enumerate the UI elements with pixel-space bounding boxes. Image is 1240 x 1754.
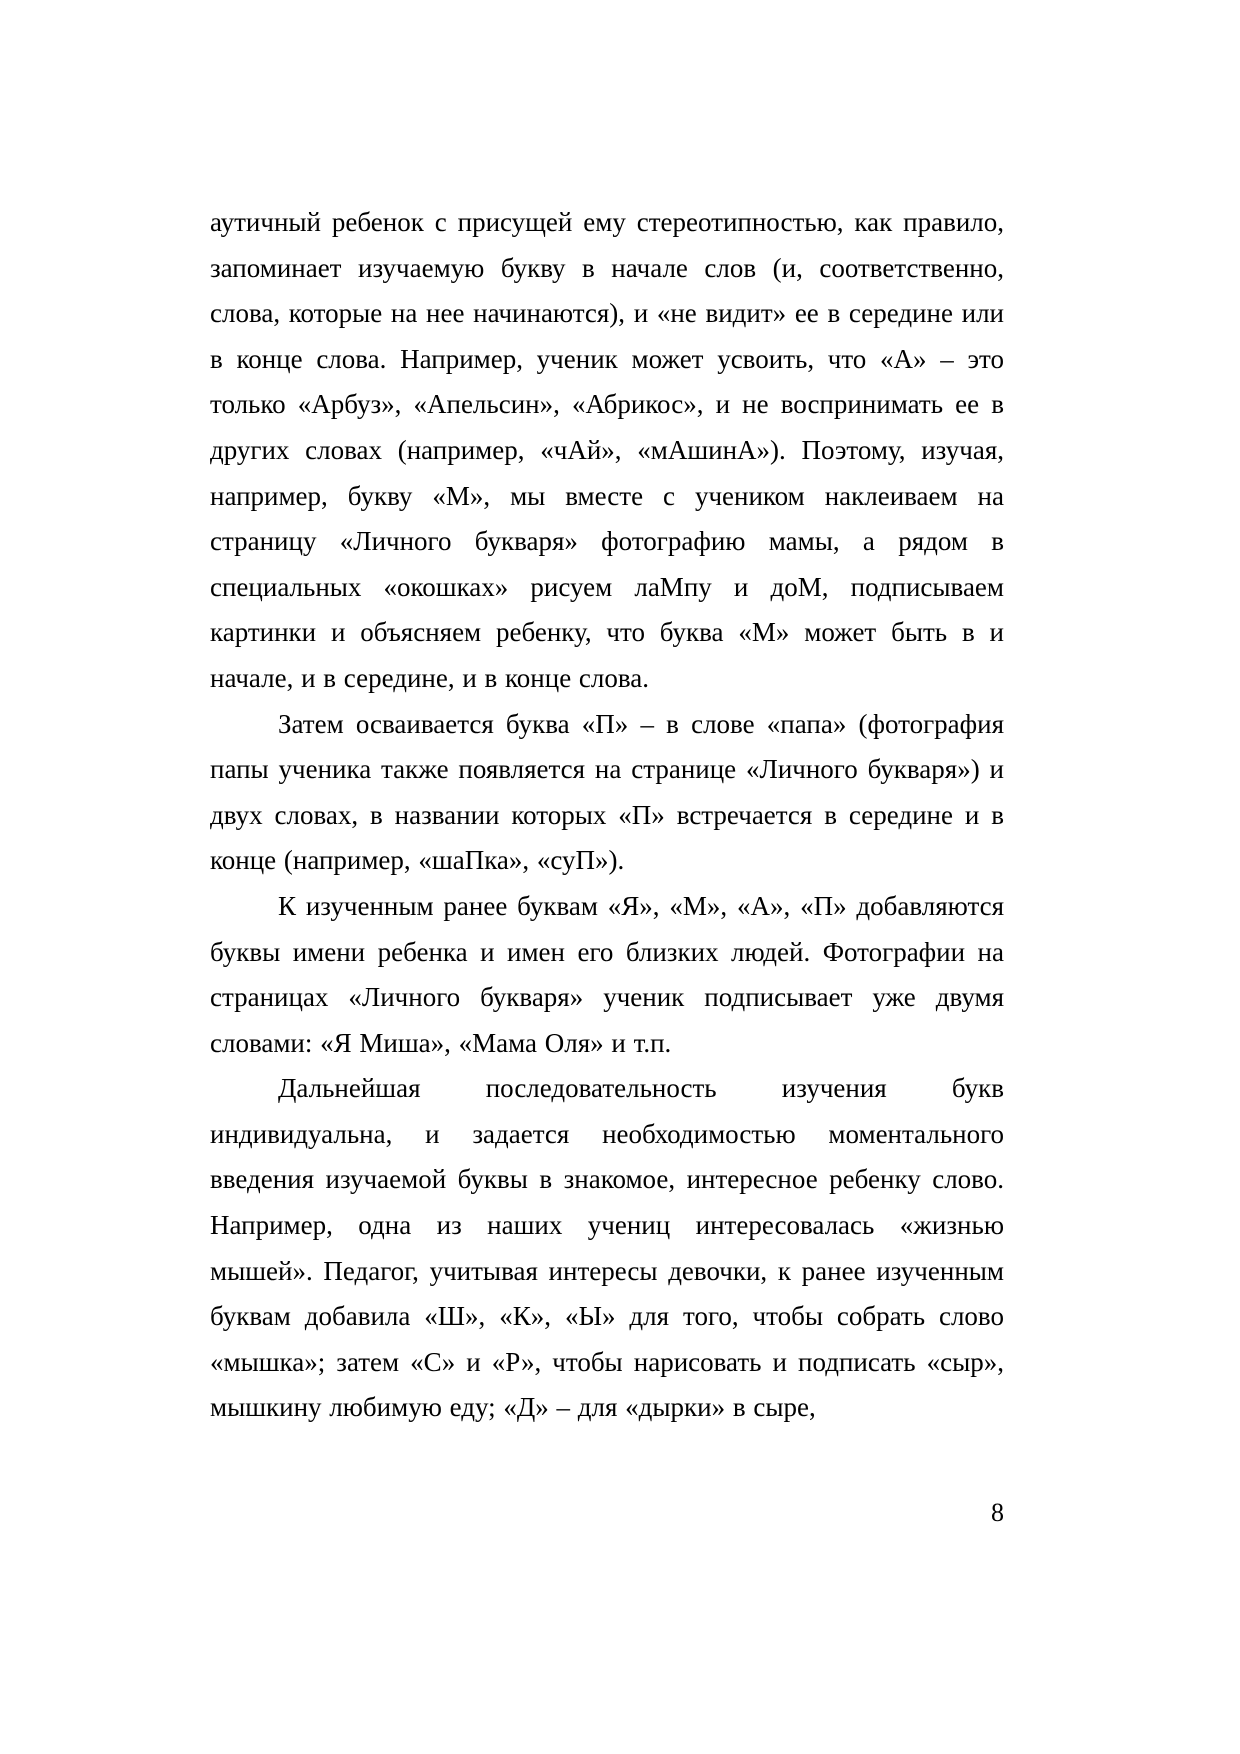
paragraph: аутичный ребенок с присущей ему стереотипностью, как правило, запоминает изучаемую букву в начале слов (и, соответственно, слова, которые на нее начинаются), и «не видит» ее в середине или в конце слова. Например, ученик может усвоить, что «А» – это только «Арбуз», «Апельсин», «Абрикос», и не воспринимать ее в других словах (например, «чАй», «мАшинА»). Поэтому, изучая, например, букву «М», мы вместе с учеником наклеиваем на страницу «Личного букваря» фотографию мамы, а рядом в специальных «окошках» рисуем лаМпу и доМ, подписываем картинки и объясняем ребенку, что буква «М» может быть в и начале, и в середине, и в конце слова. [210, 207, 1004, 693]
paragraph: Затем осваивается буква «П» – в слове «папа» (фотография папы ученика также появляется на странице «Личного букваря») и двух словах, в названии которых «П» встречается в середине и в конце (например, «шаПка», «суП»). [210, 708, 1004, 876]
page-number: 8 [991, 1498, 1004, 1527]
text-block [210, 200, 1004, 1431]
paragraph: Дальнейшая последовательность изучения букв индивидуальна, и задается необходимостью моментального введения изучаемой буквы в знакомое, интересное ребенку слово. Например, одна из наших учениц интересовалась «жизнью мышей». Педагог, учитывая интересы девочки, к ранее изученным буквам добавила «Ш», «К», «Ы» для того, чтобы собрать слово «мышка»; затем «С» и «Р», чтобы нарисовать и подписать «сыр», мышкину любимую еду; «Д» – для «дырки» в сыре, [210, 1073, 1004, 1423]
paragraph: К изученным ранее буквам «Я», «М», «А», «П» добавляются буквы имени ребенка и имен его близких людей. Фотографии на страницах «Личного букваря» ученик подписывает уже двумя словами: «Я Миша», «Мама Оля» и т.п. [210, 890, 1004, 1058]
